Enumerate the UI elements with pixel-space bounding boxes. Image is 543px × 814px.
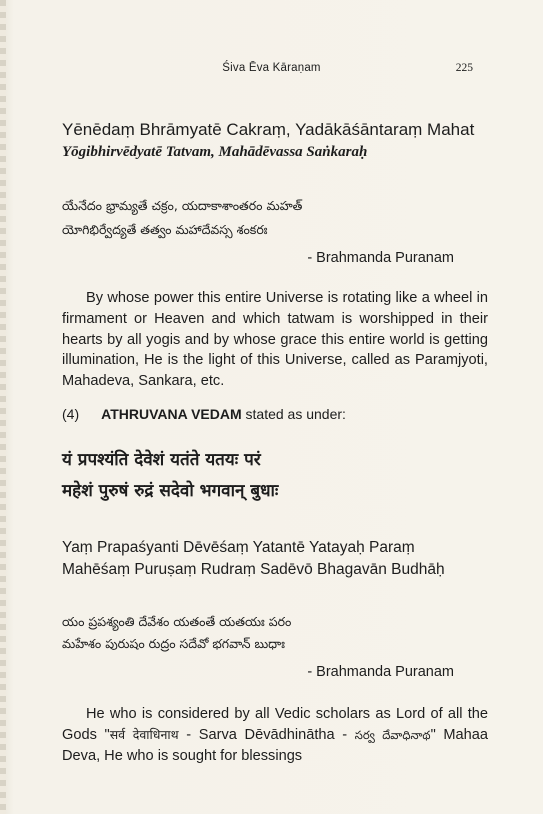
section-suffix: stated as under: [241, 406, 346, 422]
verse2-transliteration-line2: Mahēśaṃ Puruṣaṃ Rudraṃ Sadēvō Bhagavān Budhāḥ [62, 561, 445, 578]
paragraph-2 [62, 704, 488, 766]
paragraph-2-text-b: - Sarva Dēvādhinātha - [178, 726, 355, 743]
verse2-transliteration-line1: Yaṃ Prapaśyanti Dēvēśaṃ Yatantē Yatayaḥ Paraṃ [62, 539, 415, 556]
page-number: 225 [455, 62, 473, 74]
verse2-source: - Brahmanda Puranam [307, 664, 454, 680]
section-title: ATHRUVANA VEDAM [101, 406, 242, 422]
paragraph-1: By whose power this entire Universe is rotating like a wheel in firmament or Heaven and which tatwam is worshipped in their hearts by all yogis and by whose grace this entire world is getting illumination, He is the light of this Universe, called as Paramjyoti, Mahadeva, Sankara, etc. [62, 290, 488, 390]
paragraph-2-telugu: సర్వ దేవాధినాథ [354, 727, 431, 742]
paragraph-2-text-a: He who is considered by all Vedic scholars as Lord of all the Gods " [62, 706, 488, 743]
verse1-transliteration-line2: Yōgibhirvēdyatē Tatvam, Mahādēvassa Saṅkaraḥ [62, 144, 368, 160]
verse1-source: - Brahmanda Puranam [307, 250, 454, 266]
verse1-telugu-line2: యోగిభిర్వేద్యతే తత్వం మహాదేవస్స శంకరః [62, 222, 268, 237]
paragraph-2-devanagari: सर्व देवाधिनाथ [109, 726, 179, 742]
paragraph-2-text-c: " Mahaa Deva, He who is sought for blessings [62, 726, 489, 764]
page-binding-edge [0, 0, 6, 814]
running-header-title: Śiva Ēva Kāraṇam [222, 62, 321, 74]
verse2-telugu-line2: మహేశం పురుషం రుద్రం సదేవో భగవాన్ బుధాః [62, 636, 286, 651]
section-number: (4) [62, 406, 80, 422]
verse2-devanagari-line1: यं प्रपश्यंति देवेशं यतंते यतयः परं [62, 450, 261, 470]
verse1-telugu-line1: యేనేదం భ్రామ్యతే చక్రం, యదాకాశాంతరం మహత్ [62, 198, 303, 213]
verse2-telugu-line1: యం ప్రపశ్యంతి దేవేశం యతంతే యతయః పరం [62, 614, 292, 629]
verse2-devanagari-line2: महेशं पुरुषं रुद्रं सदेवो भगवान् बुधाः [62, 481, 279, 501]
verse1-transliteration-line1: Yēnēdaṃ Bhrāmyatē Cakraṃ, Yadākāśāntaraṃ Mahat [62, 120, 475, 139]
section-4-heading [62, 406, 346, 422]
